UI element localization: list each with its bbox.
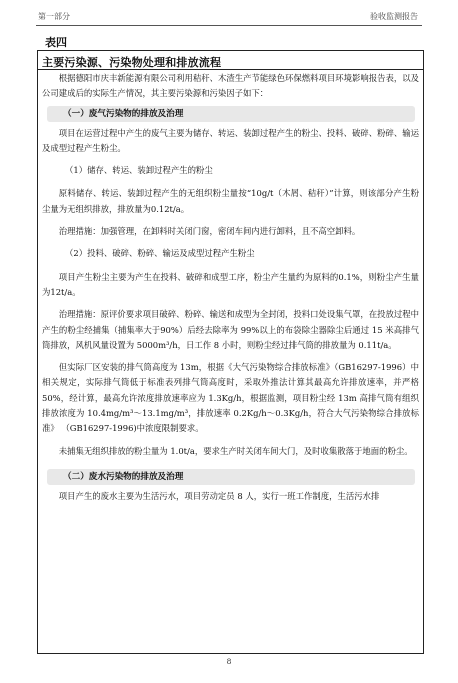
- paragraph-stack-height: 但实际厂区安装的排气筒高度为 13m，根据《大气污染物综合排放标准》（GB16297-1996）中相关规定，实际排气筒低于标准表列排气筒高度时，采取外推法计算其最高允许排放速率，并严格 50%，经计算，最高允许浓度排放速率应为 1.3Kg/h，根据监测，项目粉尘经 13m 高排气筒有组织排放浓度为 10.4mg/m³～13.1mg/m³，排放速率 0.2Kg/h～0.3Kg/h，符合大气污染物综合排放标准》 （GB16297-1996)中浓度限制要求。: [42, 362, 419, 434]
- paragraph-waste-water: 项目产生的废水主要为生活污水，项目劳动定员 8 人，实行一班工作制度，生活污水排: [58, 490, 380, 501]
- title-rule: [38, 69, 423, 70]
- header-left: 第一部分: [38, 12, 70, 21]
- header-right: 验收监测报告: [370, 12, 418, 21]
- table-label: 表四: [45, 36, 67, 49]
- subheading-waste-gas: （一）废气污染物的排放及治理: [47, 106, 415, 122]
- content-frame: [37, 50, 424, 654]
- content-body: [38, 71, 423, 653]
- item-storage-dust: （1）储存、转运、装卸过程产生的粉尘: [65, 165, 213, 176]
- paragraph-storage-dust: 原料储存、转运、装卸过程产生的无组织粉尘量按“10g/t（木屑、秸秆）”计算，则该部分产生粉尘量为无组织排放，排放量为0.12t/a。: [42, 188, 419, 214]
- paragraph-uncaptured-dust: 未捕集无组织排放的粉尘量为 1.0t/a，要求生产时关闭车间大门，及时收集散落于地面的粉尘。: [58, 445, 413, 456]
- page-header: [38, 11, 418, 25]
- header-rule: [36, 25, 422, 26]
- intro-paragraph: 根据德阳市庆丰新能源有限公司利用秸秆、木渣生产节能绿色环保燃料项目环境影响报告表，以及公司建成后的实际生产情况，其主要污染源和污染因子如下：: [42, 73, 419, 99]
- paragraph-process-dust: 项目产生粉尘主要为产生在投料、破碎和成型工序，粉尘产生量约为原料的0.1%，则粉尘产生量为12t/a。: [42, 271, 419, 297]
- paragraph-process-measures: 治理措施：原评价要求项目破碎、粉碎、输送和成型为全封闭，投料口处设集气罩，在投放过程中产生的粉尘经捕集（捕集率大于90%）后经去除率为 99%以上的布袋除尘器除尘后通过 15 米高排气筒排放，风机风量设置为 5000m³/h，日工作 8 小时，则粉尘经过排气筒的排放量为 0.11t/a。: [42, 309, 419, 350]
- paragraph-gas-sources: 项目在运营过程中产生的废气主要为储存、转运、装卸过程产生的粉尘、投料、破碎、粉碎、输运及成型过程产生粉尘。: [42, 127, 419, 153]
- item-process-dust: （2）投料、破碎、粉碎、输运及成型过程产生粉尘: [65, 248, 255, 259]
- subheading-waste-water: （二）废水污染物的排放及治理: [47, 469, 415, 485]
- page-number: 8: [226, 657, 232, 666]
- section-title: 主要污染源、污染物处理和排放流程: [42, 56, 222, 69]
- paragraph-storage-measures: 治理措施：加强管理，在卸料时关闭门窗，密闭车间内进行卸料，且不高空卸料。: [58, 226, 361, 237]
